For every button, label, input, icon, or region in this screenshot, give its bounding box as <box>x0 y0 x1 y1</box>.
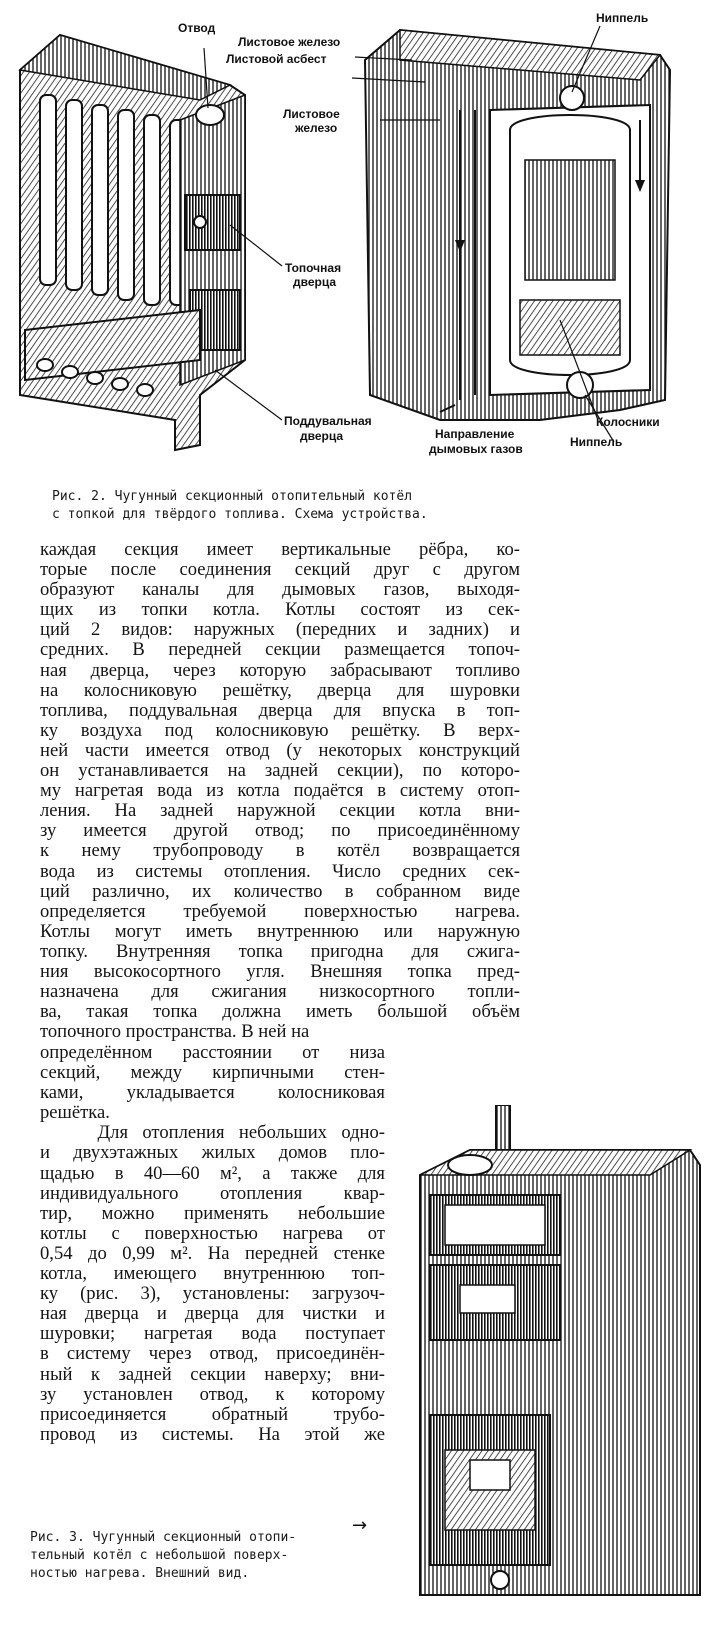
figure-2-boiler-schematic <box>0 0 721 492</box>
text-line: ку воздуха под колосниковую решётку. В верх- <box>40 720 520 741</box>
text-line: Котлы могут иметь внутреннюю или наружную <box>40 921 520 942</box>
text-line: щадью в 40—60 м², а также для <box>40 1163 385 1184</box>
text-line: на колосниковую решётку, дверца для шуровки <box>40 680 520 701</box>
text-line: индивидуального отопления квар- <box>40 1183 385 1204</box>
text-line: 0,54 до 0,99 м². На передней стенке <box>40 1243 385 1264</box>
text-line: провод из системы. На этой же <box>40 1424 385 1445</box>
text-line: топлива, поддувальная дверца для впуска в топ- <box>40 700 520 721</box>
figure-3-caption-line-2: тельный котёл с небольшой поверх- <box>30 1548 289 1563</box>
text-line: котлы с поверхностью нагрева от <box>40 1223 385 1244</box>
body-text-narrow-column <box>40 1043 385 1445</box>
text-line: зу установлен отвод, к которому <box>40 1384 385 1405</box>
text-line: котла, имеющего внутреннюю топ- <box>40 1264 385 1285</box>
label-listovoe-side-2: железо <box>295 121 338 135</box>
text-line: Для отопления небольших одно- <box>40 1123 385 1144</box>
boiler-exterior-drawing <box>400 1105 710 1603</box>
label-topochnaya-1: Топочная <box>285 261 342 275</box>
figure-2-caption-line-2: с топкой для твёрдого топлива. Схема устройства. <box>52 507 428 522</box>
label-podduvalnaya-1: Поддувальная <box>284 414 372 428</box>
text-line: вода из системы отопления. Число средних сек- <box>40 861 520 882</box>
right-boiler-flow <box>365 30 670 420</box>
text-line: зу имеется другой отвод; по присоединённому <box>40 821 520 842</box>
text-line: образуют каналы для дымовых газов, выходя- <box>40 580 520 601</box>
text-line: шуровки; нагретая вода поступает <box>40 1324 385 1345</box>
continue-arrow: → <box>352 1515 368 1536</box>
label-topochnaya-2: дверца <box>293 275 337 289</box>
label-listovoy-asbest: Листовой асбест <box>226 52 327 66</box>
figure-3-boiler-exterior <box>400 1105 710 1603</box>
figure-2-caption-line-1: Рис. 2. Чугунный секционный отопительный котёл <box>52 489 413 504</box>
text-line: средних. В передней секции размещается топоч- <box>40 640 520 661</box>
text-line: ва, такая топка должна иметь большой объём <box>40 1002 520 1023</box>
text-line: к нему трубопроводу в котёл возвращается <box>40 841 520 862</box>
figure-3-caption-line-3: ностью нагрева. Внешний вид. <box>30 1566 250 1581</box>
outlet-collar <box>448 1155 492 1175</box>
text-line: ций 2 видов: наружных (передних и задних) и <box>40 620 520 641</box>
label-napravlenie-1: Направление <box>435 427 515 441</box>
text-line: и двухэтажных жилых домов пло- <box>40 1143 385 1164</box>
label-listovoe-zhelezo-top: Листовое железо <box>238 35 341 49</box>
text-line: секций, между кирпичными стен- <box>40 1063 385 1084</box>
text-line: ку (рис. 3), установлены: загрузоч- <box>40 1284 385 1305</box>
left-boiler-cutaway <box>20 35 245 450</box>
label-napravlenie-2: дымовых газов <box>429 442 523 456</box>
text-line: ния высокосортного угля. Внешняя топка пред- <box>40 961 520 982</box>
text-line: ками, укладывается колосниковая <box>40 1083 385 1104</box>
text-line: ная дверца, через которую забрасывают топливо <box>40 660 520 681</box>
label-nippel-bottom: Ниппель <box>570 435 623 449</box>
text-line: ления. На задней наружной секции котла вни- <box>40 801 520 822</box>
body-text-full-width <box>40 540 520 1042</box>
figure-3-caption-line-1: Рис. 3. Чугунный секционный отопи- <box>30 1530 297 1545</box>
text-line: определённом расстоянии от низа <box>40 1043 385 1063</box>
text-line: торые после соединения секций друг с другом <box>40 560 520 581</box>
text-line: ный к задней секции наверху; вни- <box>40 1364 385 1385</box>
text-line: щих из топки котла. Котлы состоят из сек- <box>40 600 520 621</box>
label-nippel-top: Ниппель <box>596 11 649 25</box>
text-line: решётка. <box>40 1103 110 1124</box>
label-podduvalnaya-2: дверца <box>300 429 344 443</box>
text-line: каждая секция имеет вертикальные рёбра, ко- <box>40 540 520 560</box>
text-line: топку. Внутренняя топка пригодна для сжига- <box>40 941 520 962</box>
label-otvod: Отвод <box>178 21 216 35</box>
text-line: му нагретая вода из котла подаётся в систему отоп- <box>40 781 520 802</box>
text-line: в систему через отвод, присоединён- <box>40 1344 385 1365</box>
text-line: присоединяется обратный трубо- <box>40 1404 385 1425</box>
label-kolosniki: Колосники <box>596 415 660 429</box>
text-line: ная дверца и дверца для чистки и <box>40 1304 385 1325</box>
text-line: он устанавливается на задней секции), по которо- <box>40 761 520 782</box>
text-line: назначена для сжигания низкосортного топли- <box>40 982 520 1003</box>
text-line: топочного пространства. В ней на <box>40 1022 310 1043</box>
text-line: определяется требуемой поверхностью нагрева. <box>40 901 520 922</box>
text-line: ней части имеется отвод (у некоторых конструкций <box>40 740 520 761</box>
text-line: ций различно, их количество в собранном виде <box>40 881 520 902</box>
label-listovoe-side-1: Листовое <box>283 107 340 121</box>
text-line: тир, можно применять небольшие <box>40 1203 385 1224</box>
